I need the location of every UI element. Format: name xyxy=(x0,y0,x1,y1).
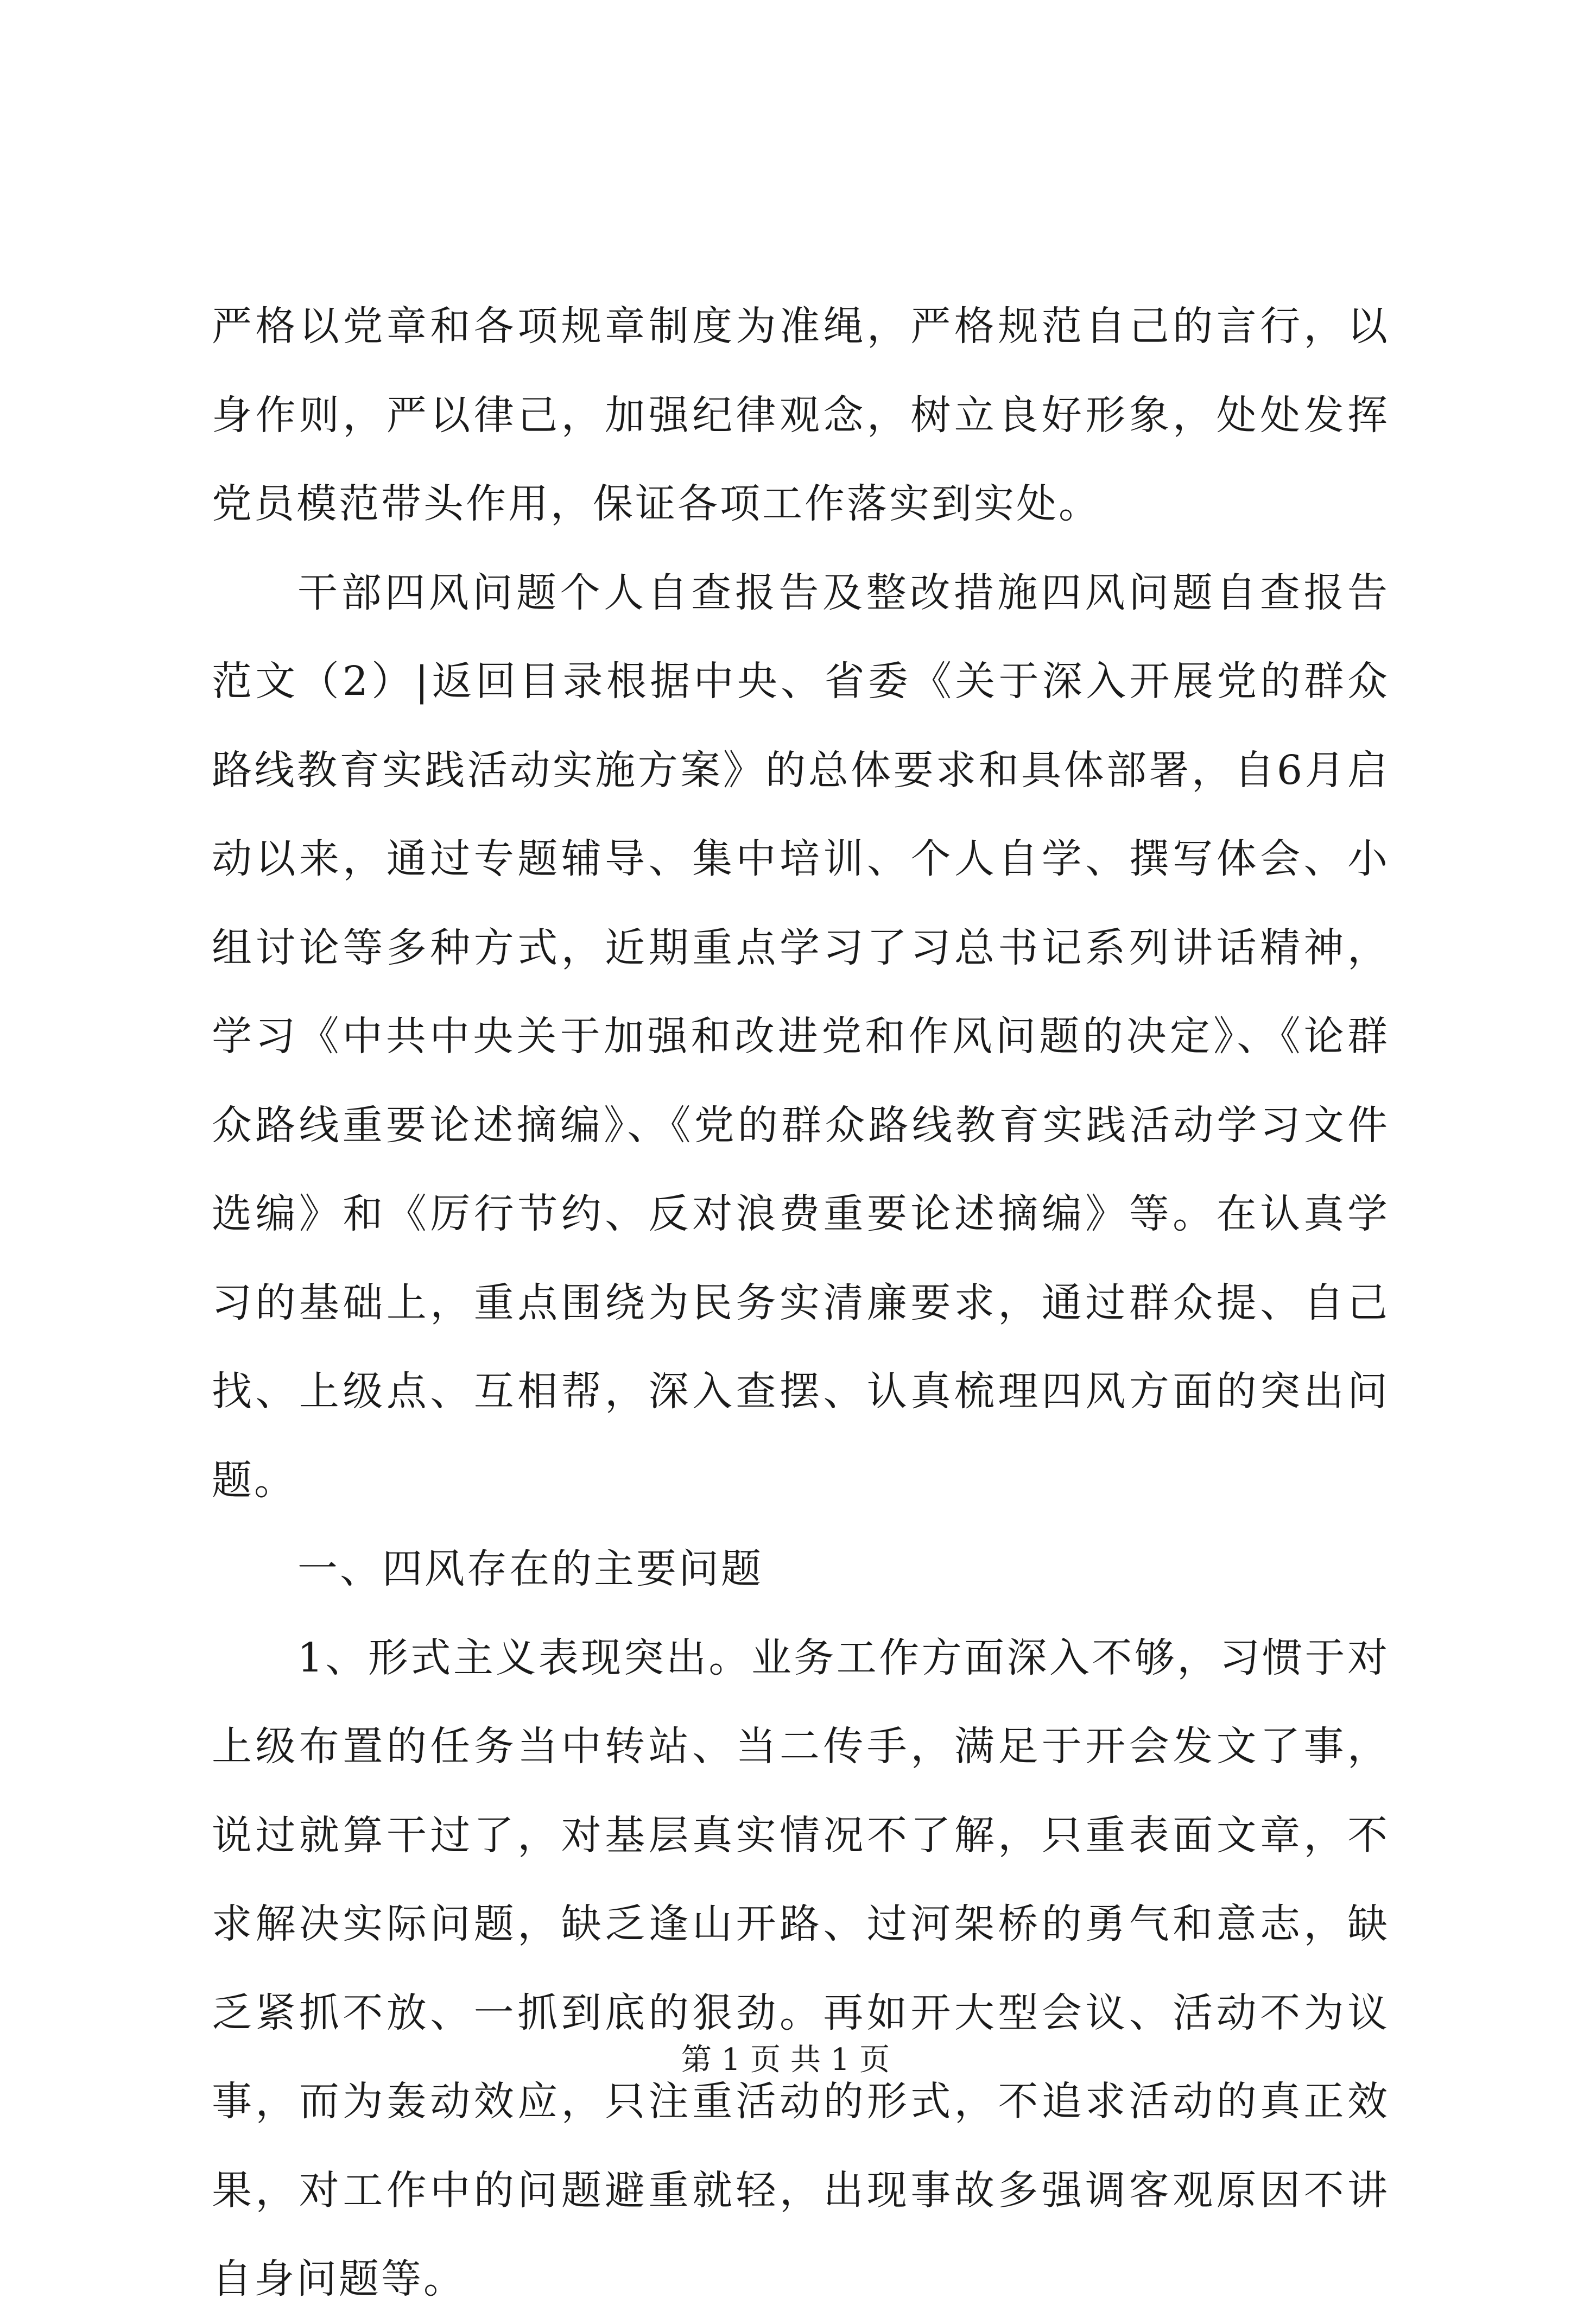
paragraph-2: 干部四风问题个人自查报告及整改措施四风问题自查报告范文（2）|返回目录根据中央、省委《关于深入开展党的群众路线教育实践活动实施方案》的总体要求和具体部署，自6月启动以来，通过专题辅导、集中培训、个人自学、撰写体会、小组讨论等多种方式，近期重点学习了习总书记系列讲话精神，学习《中共中央关于加强和改进党和作风问题的决定》、《论群众路线重要论述摘编》、《党的群众路线教育实践活动学习文件选编》和《厉行节约、反对浪费重要论述摘编》等。在认真学习的基础上，重点围绕为民务实清廉要求，通过群众提、自己找、上级点、互相帮，深入查摆、认真梳理四风方面的突出问题。 xyxy=(212,569,1390,1504)
paragraph-3: 1、形式主义表现突出。业务工作方面深入不够，习惯于对上级布置的任务当中转站、当二传手，满足于开会发文了事，说过就算干过了，对基层真实情况不了解，只重表面文章，不求解决实际问题，缺乏逢山开路、过河架桥的勇气和意志，缺乏紧抓不放、一抓到底的狠劲。再如开大型会议、活动不为议事，而为轰动效应，只注重活动的形式，不追求活动的真正效果，对工作中的问题避重就轻，出现事故多强调客观原因不讲自身问题等。 xyxy=(212,1634,1390,2302)
paragraph-1: 严格以党章和各项规章制度为准绳，严格规范自己的言行，以身作则，严以律己，加强纪律观念，树立良好形象，处处发挥党员模范带头作用，保证各项工作落实到实处。 xyxy=(212,303,1390,527)
document-body xyxy=(212,282,1390,2324)
page-footer: 第 1 页 共 1 页 xyxy=(681,2042,890,2078)
section-heading: 一、四风存在的主要问题 xyxy=(297,1546,763,1592)
